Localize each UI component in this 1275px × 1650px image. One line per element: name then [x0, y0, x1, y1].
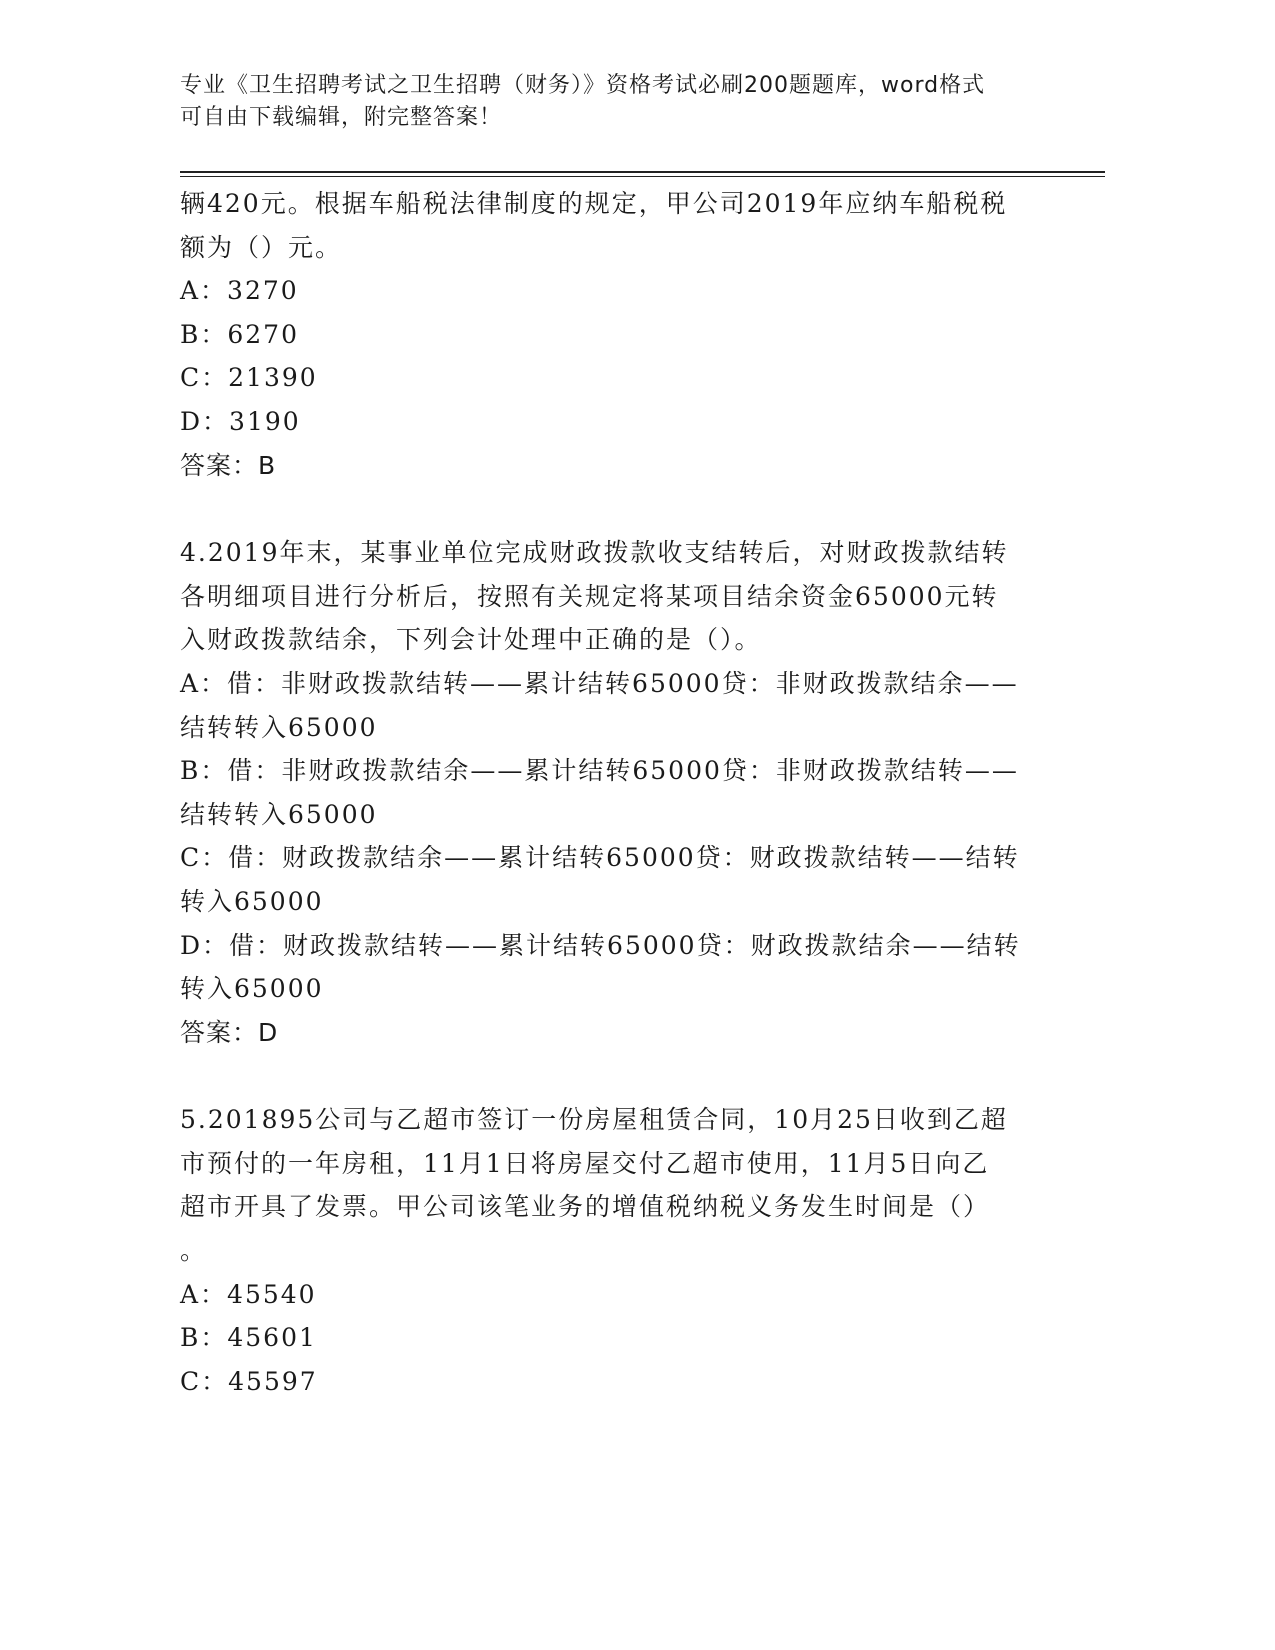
question-spacer	[180, 487, 1030, 531]
option-a-continued: 结转转入65000	[180, 712, 378, 742]
option-c: C：借：财政拨款结余——累计结转65000贷：财政拨款结转——结转	[180, 843, 1020, 873]
question-stem-line: 辆420元。根据车船税法律制度的规定，甲公司2019年应纳车船税税	[180, 189, 1008, 218]
option-c-continued: 转入65000	[180, 886, 324, 916]
option-a: A：借：非财政拨款结转——累计结转65000贷：非财政拨款结余——	[180, 668, 1019, 698]
option-b-continued: 结转转入65000	[180, 799, 378, 829]
question-stem-line: 入财政拨款结余，下列会计处理中正确的是（）。	[180, 625, 762, 655]
question-3	[180, 182, 1030, 487]
option-d-continued: 转入65000	[180, 974, 324, 1004]
question-5	[180, 1098, 1030, 1403]
option-c: C：45597	[180, 1366, 318, 1396]
option-b: B：借：非财政拨款结余——累计结转65000贷：非财政拨款结转——	[180, 756, 1019, 786]
option-c: C：21390	[180, 363, 318, 393]
answer-line: 答案：B	[180, 450, 277, 480]
question-stem-line: 市预付的一年房租，11月1日将房屋交付乙超市使用，11月5日向乙	[180, 1148, 990, 1178]
question-stem-line: 额为（）元。	[180, 232, 343, 262]
question-4	[180, 531, 1030, 1054]
header-title-line-2: 可自由下载编辑，附完整答案！	[180, 105, 503, 130]
option-a: A：3270	[180, 276, 299, 306]
option-b: B：6270	[180, 319, 299, 349]
header-divider-thin	[180, 176, 1105, 177]
option-d: D：借：财政拨款结转——累计结转65000贷：财政拨款结余——结转	[180, 930, 1021, 960]
question-spacer	[180, 1054, 1030, 1098]
question-stem-line: 各明细项目进行分析后，按照有关规定将某项目结余资金65000元转	[180, 581, 999, 611]
header-divider-thick	[180, 171, 1105, 173]
option-b: B：45601	[180, 1323, 317, 1353]
option-a: A：45540	[180, 1279, 317, 1309]
question-stem-line: 超市开具了发票。甲公司该笔业务的增值税纳税义务发生时间是（）	[180, 1192, 991, 1222]
question-stem-line: 。	[180, 1236, 208, 1266]
header-title-line-1: 专业《卫生招聘考试之卫生招聘（财务）》资格考试必刷200题题库，word格式	[180, 73, 986, 98]
page-header	[180, 70, 1040, 134]
question-stem-line: 4.2019年末，某事业单位完成财政拨款收支结转后，对财政拨款结转	[180, 538, 1009, 568]
question-stem-line: 5.201895公司与乙超市签订一份房屋租赁合同，10月25日收到乙超	[180, 1105, 1008, 1135]
answer-line: 答案：D	[180, 1017, 279, 1047]
option-d: D：3190	[180, 406, 301, 436]
document-body	[180, 182, 1030, 1403]
